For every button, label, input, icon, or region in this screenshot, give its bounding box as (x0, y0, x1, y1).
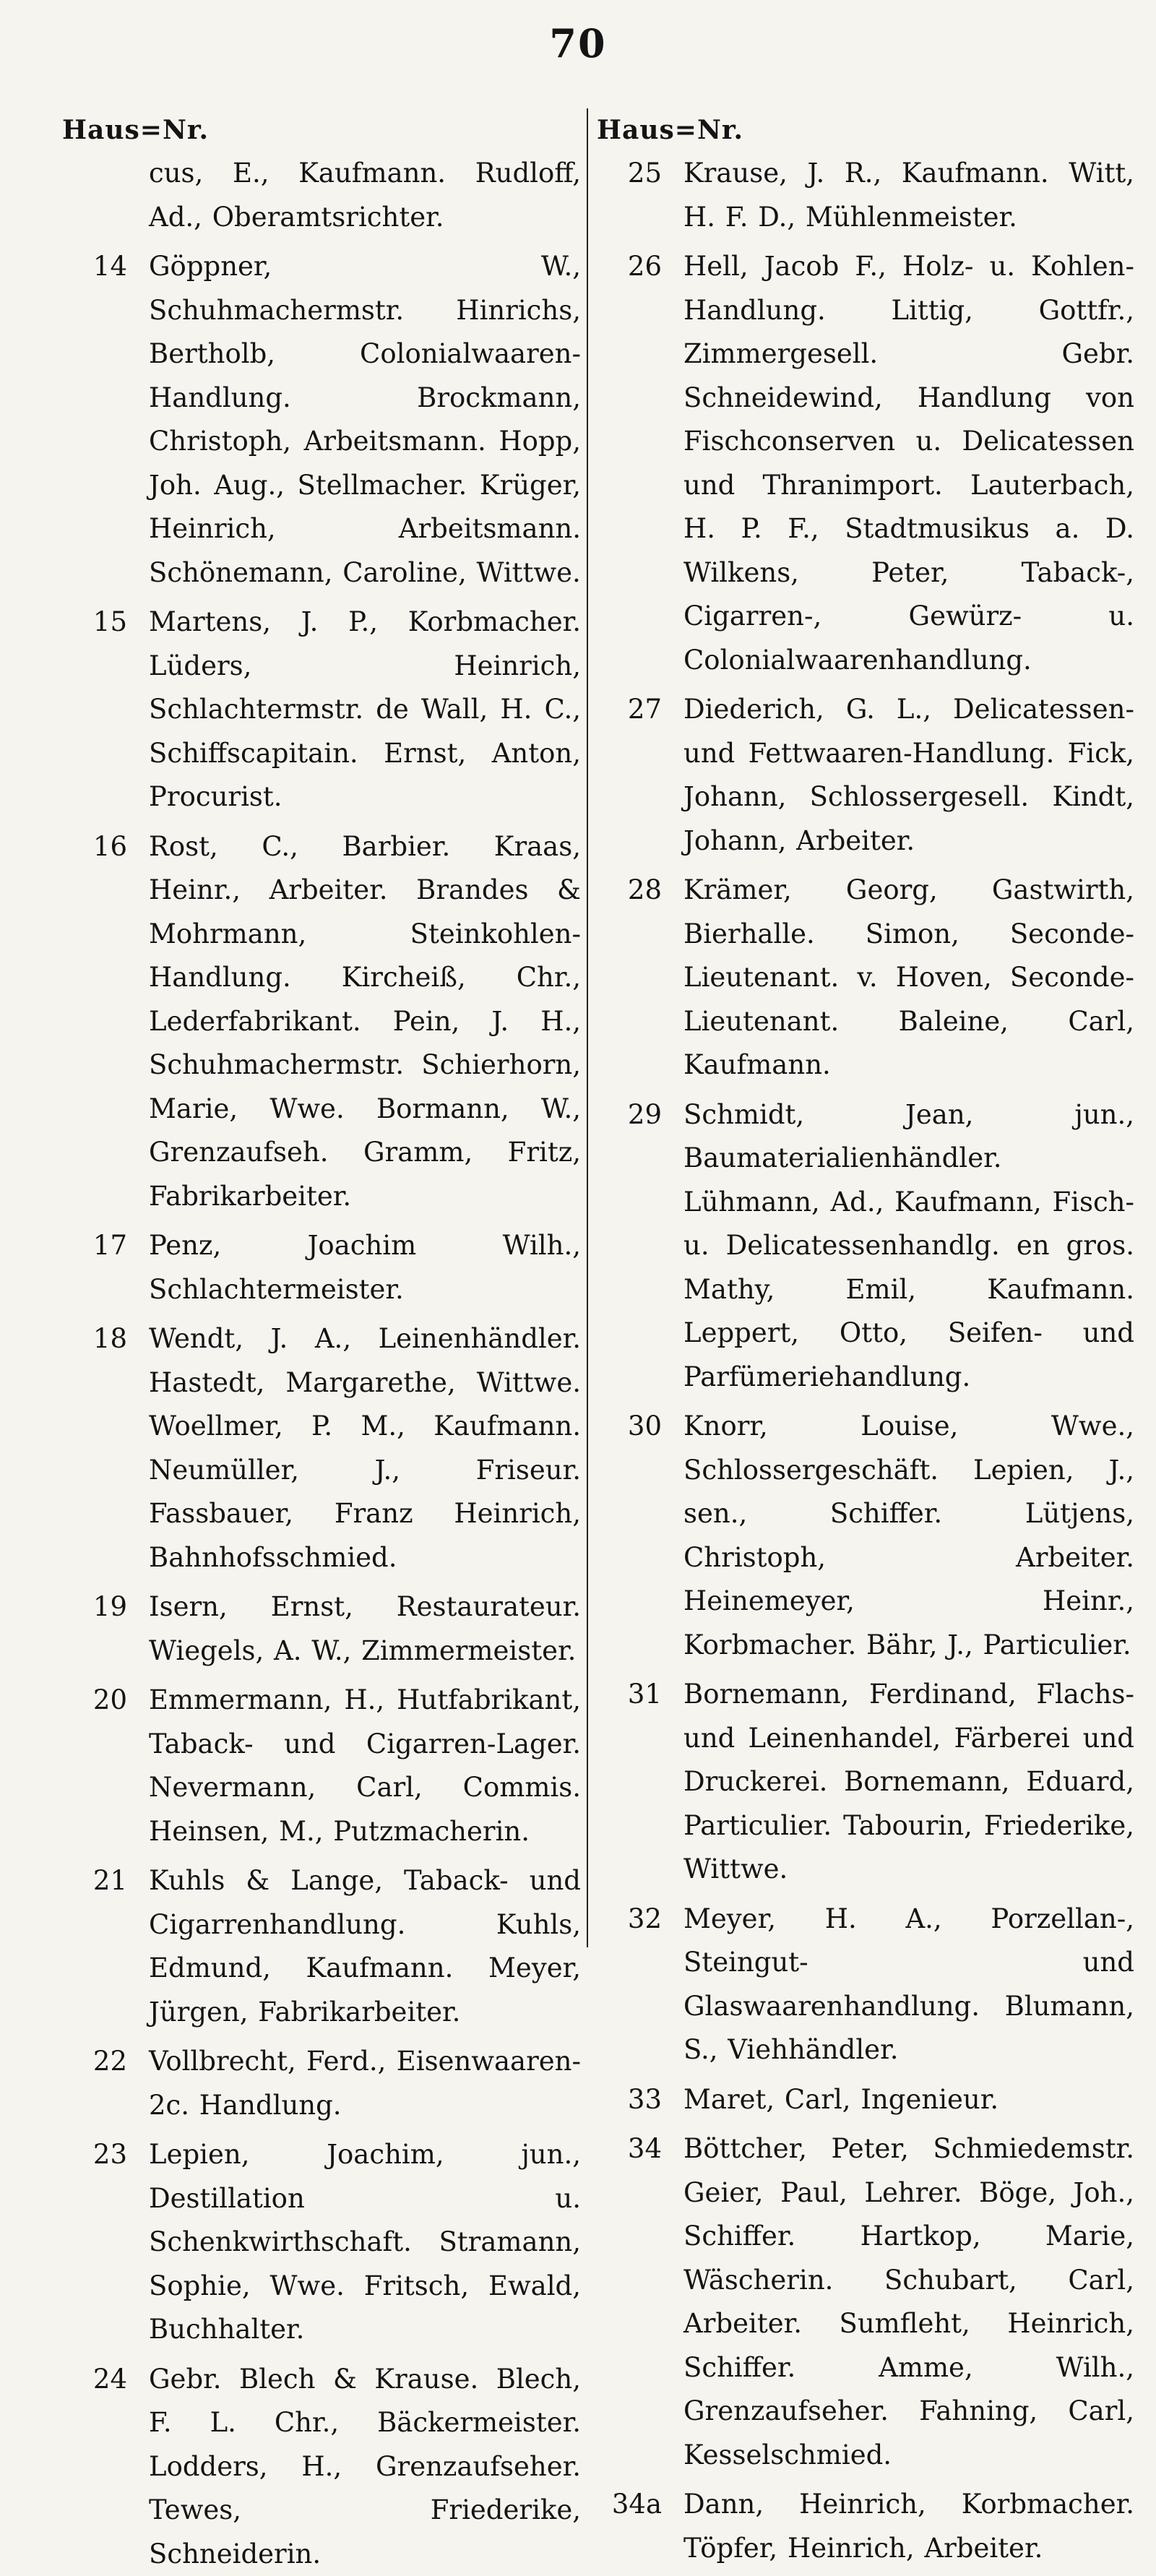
directory-entry (62, 1679, 581, 1853)
directory-entry (597, 688, 1134, 863)
entry-text: Bornemann, Ferdinand, Flachs- und Leinenhandel, Färberei und Druckerei. Bornemann, Eduard, Particulier. Tabourin, Friederike, Wittwe. (683, 1673, 1134, 1892)
entry-text: Krämer, Georg, Gastwirth, Bierhalle. Simon, Seconde-Lieutenant. v. Hoven, Seconde-Lieutenant. Baleine, Carl, Kaufmann. (683, 869, 1134, 1087)
house-number: 32 (597, 1897, 662, 1942)
directory-entry (62, 245, 581, 595)
house-number: 23 (62, 2133, 127, 2177)
house-number: 20 (62, 1679, 127, 1723)
directory-entry (597, 2483, 1134, 2570)
directory-entry (62, 2040, 581, 2127)
house-number: 22 (62, 2040, 127, 2084)
entry-text: Rost, C., Barbier. Kraas, Heinr., Arbeiter. Brandes & Mohrmann, Steinkohlen-Handlung. Kircheiß, Chr., Lederfabrikant. Pein, J. H., Schuhmachermstr. Schierhorn, Marie, Wwe. Bormann, W., Grenzaufseh. Gramm, Fritz, Fabrikarbeiter. (149, 825, 581, 1219)
house-number: 26 (597, 245, 662, 289)
house-number: 14 (62, 245, 127, 289)
directory-entry (62, 600, 581, 819)
directory-entry (597, 1673, 1134, 1892)
directory-entry (62, 1224, 581, 1311)
house-number: 31 (597, 1673, 662, 1717)
entry-text: Kuhls & Lange, Taback- und Cigarrenhandlung. Kuhls, Edmund, Kaufmann. Meyer, Jürgen, Fabrikarbeiter. (149, 1859, 581, 2034)
house-number: 29 (597, 1093, 662, 1137)
house-number: 18 (62, 1317, 127, 1361)
entry-text: Böttcher, Peter, Schmiedemstr. Geier, Paul, Lehrer. Böge, Joh., Schiffer. Hartkop, Marie, Wäscherin. Schubart, Carl, Arbeiter. Sumfleht, Heinrich, Schiffer. Amme, Wilh., Grenzaufseher. Fahning, Carl, Kesselschmied. (683, 2127, 1134, 2477)
directory-entry (62, 2133, 581, 2352)
directory-entry (62, 152, 581, 239)
directory-entry (62, 2358, 581, 2576)
directory-entry (597, 152, 1134, 239)
directory-entry (597, 1093, 1134, 1400)
entry-text: Knorr, Louise, Wwe., Schlossergeschäft. Lepien, J., sen., Schiffer. Lütjens, Christoph, Arbeiter. Heinemeyer, Heinr., Korbmacher. Bähr, J., Particulier. (683, 1405, 1134, 1667)
directory-entry (597, 2127, 1134, 2477)
house-number: 30 (597, 1405, 662, 1449)
house-number: 21 (62, 1859, 127, 1903)
entry-text: Lepien, Joachim, jun., Destillation u. Schenkwirthschaft. Stramann, Sophie, Wwe. Fritsch, Ewald, Buchhalter. (149, 2133, 581, 2352)
right-column (597, 108, 1134, 1944)
directory-entry (62, 1859, 581, 2034)
house-number: 15 (62, 600, 127, 645)
entry-text: Diederich, G. L., Delicatessen- und Fettwaaren-Handlung. Fick, Johann, Schlossergesell. Kindt, Johann, Arbeiter. (683, 688, 1134, 863)
entry-text: Meyer, H. A., Porzellan-, Steingut- und Glaswaarenhandlung. Blumann, S., Viehhändler. (683, 1897, 1134, 2072)
entry-text: Hell, Jacob F., Holz- u. Kohlen-Handlung. Littig, Gottfr., Zimmergesell. Gebr. Schneidewind, Handlung von Fischconserven u. Delicatessen und Thranimport. Lauterbach, H. P. F., Stadtmusikus a. D. Wilkens, Peter, Taback-, Cigarren-, Gewürz- u. Colonialwaarenhandlung. (683, 245, 1134, 682)
house-number: 34a (597, 2483, 662, 2527)
house-number-header: Haus=Nr. (597, 108, 1134, 152)
house-number: 16 (62, 825, 127, 869)
directory-entry (597, 869, 1134, 1087)
column-divider (587, 108, 588, 1947)
entry-text: Vollbrecht, Ferd., Eisenwaaren- 2c. Handlung. (149, 2040, 581, 2127)
house-number: 25 (597, 152, 662, 196)
house-number: 17 (62, 1224, 127, 1268)
directory-entry (597, 1897, 1134, 2072)
directory-entry (62, 825, 581, 1219)
entry-text: Wendt, J. A., Leinenhändler. Hastedt, Margarethe, Wittwe. Woellmer, P. M., Kaufmann. Neumüller, J., Friseur. Fassbauer, Franz Heinrich, Bahnhofsschmied. (149, 1317, 581, 1580)
directory-entry (597, 245, 1134, 682)
directory-entry (62, 1317, 581, 1580)
directory-entry (597, 2078, 1134, 2122)
house-number: 19 (62, 1585, 127, 1629)
entry-text: cus, E., Kaufmann. Rudloff, Ad., Oberamtsrichter. (149, 152, 581, 239)
house-number: 24 (62, 2358, 127, 2402)
entry-text: Dann, Heinrich, Korbmacher. Töpfer, Heinrich, Arbeiter. (683, 2483, 1134, 2570)
entry-text: Krause, J. R., Kaufmann. Witt, H. F. D., Mühlenmeister. (683, 152, 1134, 239)
directory-entry (62, 1585, 581, 1673)
house-number: 27 (597, 688, 662, 732)
house-number: 28 (597, 869, 662, 913)
page-number: 70 (0, 20, 1156, 66)
house-number: 34 (597, 2127, 662, 2171)
entry-text: Emmermann, H., Hutfabrikant, Taback- und Cigarren-Lager. Nevermann, Carl, Commis. Heinsen, M., Putzmacherin. (149, 1679, 581, 1853)
entry-text: Martens, J. P., Korbmacher. Lüders, Heinrich, Schlachtermstr. de Wall, H. C., Schiffscapitain. Ernst, Anton, Procurist. (149, 600, 581, 819)
entry-text: Göppner, W., Schuhmachermstr. Hinrichs, Bertholb, Colonialwaaren-Handlung. Brockmann, Christoph, Arbeitsmann. Hopp, Joh. Aug., Stellmacher. Krüger, Heinrich, Arbeitsmann. Schönemann, Caroline, Wittwe. (149, 245, 581, 595)
directory-entry (597, 1405, 1134, 1667)
entry-text: Schmidt, Jean, jun., Baumaterialienhändler. Lühmann, Ad., Kaufmann, Fisch- u. Delicatessenhandlg. en gros. Mathy, Emil, Kaufmann. Leppert, Otto, Seifen- und Parfümeriehandlung. (683, 1093, 1134, 1400)
house-number: 33 (597, 2078, 662, 2122)
entry-text: Gebr. Blech & Krause. Blech, F. L. Chr., Bäckermeister. Lodders, H., Grenzaufseher. Tewes, Friederike, Schneiderin. (149, 2358, 581, 2576)
entry-text: Penz, Joachim Wilh., Schlachtermeister. (149, 1224, 581, 1311)
entry-text: Maret, Carl, Ingenieur. (683, 2078, 1134, 2122)
entry-text: Isern, Ernst, Restaurateur. Wiegels, A. W., Zimmermeister. (149, 1585, 581, 1673)
house-number-header: Haus=Nr. (62, 108, 581, 152)
left-column (62, 108, 581, 1944)
